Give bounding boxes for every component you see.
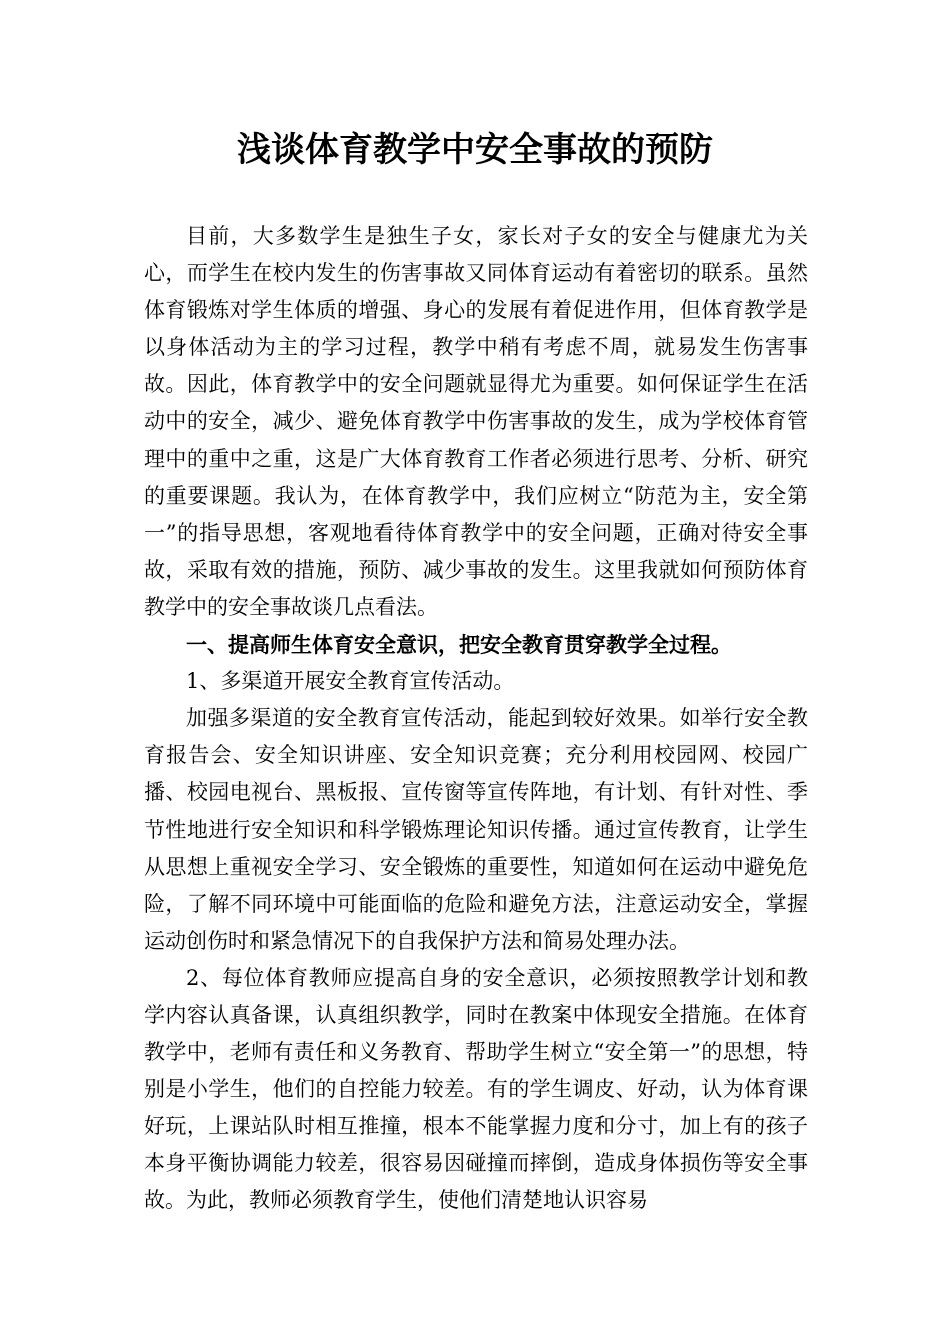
paragraph-publicity: 加强多渠道的安全教育宣传活动，能起到较好效果。如举行安全教育报告会、安全知识讲座、安全知识竞赛；充分利用校园网、校园广播、校园电视台、黑板报、宣传窗等宣传阵地，有计划、有针对性、季节性地进行安全知识和科学锻炼理论知识传播。通过宣传教育，让学生从思想上重视安全学习、安全锻炼的重要性，知道如何在运动中避免危险，了解不同环境中可能面临的危险和避免方法，注意运动安全，掌握运动创伤时和紧急情况下的自我保护方法和简易处理办法。 — [144, 706, 808, 953]
paragraph-teacher-awareness: 2、每位体育教师应提高自身的安全意识，必须按照教学计划和教学内容认真备课，认真组织教学，同时在教案中体现安全措施。在体育教学中，老师有责任和义务教育、帮助学生树立“安全第一”的思想，特别是小学生，他们的自控能力较差。有的学生调皮、好动，认为体育课好玩，上课站队时相互推撞，根本不能掌握力度和分寸，加上有的孩子本身平衡协调能力较差，很容易因碰撞而摔倒，造成身体损伤等安全事故。为此，教师必须教育学生，使他们清楚地认识容易 — [144, 965, 808, 1213]
document-title: 浅谈体育教学中安全事故的预防 — [237, 130, 713, 170]
paragraph-intro: 目前，大多数学生是独生子女，家长对子女的安全与健康尤为关心，而学生在校内发生的伤害事故又同体育运动有着密切的联系。虽然体育锻炼对学生体质的增强、身心的发展有着促进作用，但体育教学是以身体活动为主的学习过程，教学中稍有考虑不周，就易发生伤害事故。因此，体育教学中的安全问题就显得尤为重要。如何保证学生在活动中的安全，减少、避免体育教学中伤害事故的发生，成为学校体育管理中的重中之重，这是广大体育教育工作者必须进行思考、分析、研究的重要课题。我认为，在体育教学中，我们应树立“防范为主，安全第一”的指导思想，客观地看待体育教学中的安全问题，正确对待安全事故，采取有效的措施，预防、减少事故的发生。这里我就如何预防体育教学中的安全事故谈几点看法。 — [144, 224, 808, 619]
subheading-1: 1、多渠道开展安全教育宣传活动。 — [186, 669, 515, 694]
section-heading-1: 一、提高师生体育安全意识，把安全教育贯穿教学全过程。 — [186, 632, 732, 658]
document-body — [144, 218, 808, 1220]
